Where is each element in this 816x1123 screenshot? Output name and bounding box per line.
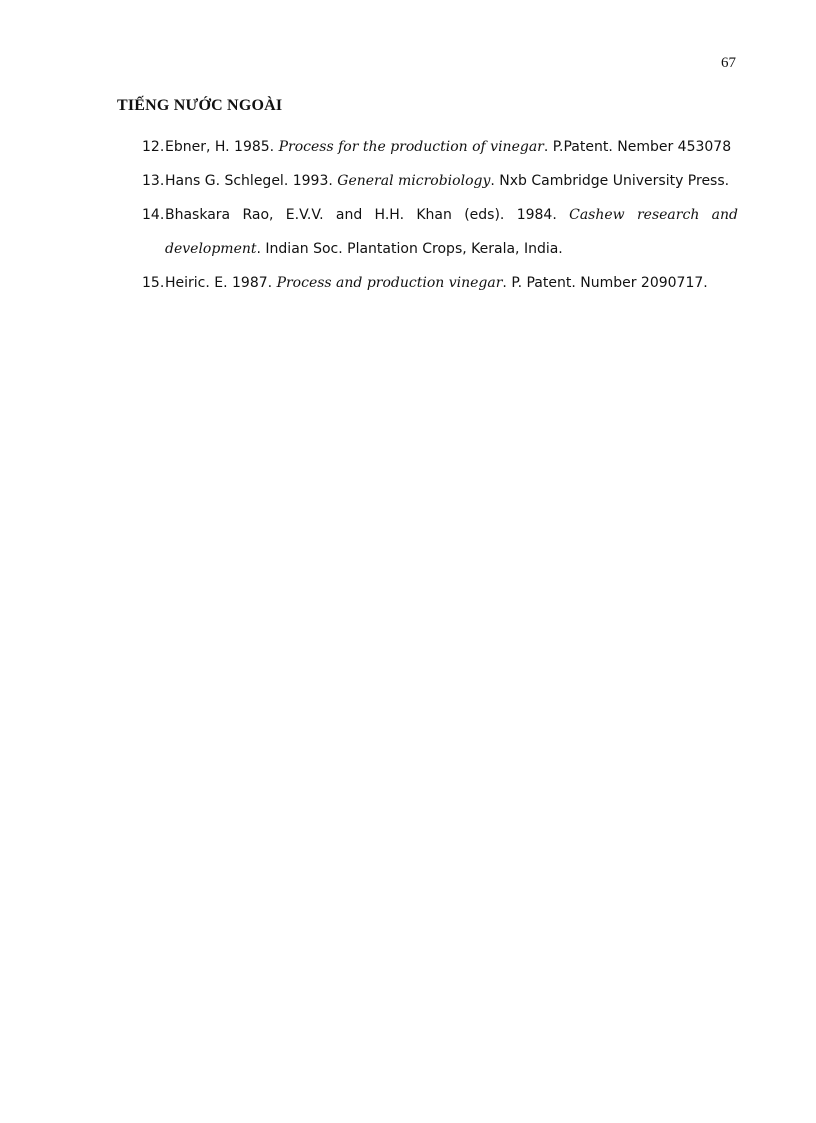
reference-number: 14. <box>142 207 165 223</box>
reference-details: . Nxb Cambridge University Press. <box>490 173 730 189</box>
reference-number: 12. <box>142 139 165 155</box>
reference-details: . Indian Soc. Plantation Crops, Kerala, India. <box>256 241 563 257</box>
reference-text <box>165 164 738 198</box>
section-heading: TIẾNG NƯỚC NGOÀI <box>117 97 283 114</box>
reference-text <box>165 266 738 300</box>
reference-author-year: Heiric. E. 1987. <box>165 275 277 291</box>
reference-list <box>142 130 738 300</box>
reference-item <box>142 198 738 266</box>
reference-item <box>142 130 738 164</box>
reference-details: . P.Patent. Nember 453078 <box>543 139 732 155</box>
reference-details: . P. Patent. Number 2090717. <box>502 275 708 291</box>
reference-number: 15. <box>142 275 165 291</box>
reference-title: General microbiology <box>337 173 491 189</box>
reference-item <box>142 164 738 198</box>
reference-text <box>165 130 738 164</box>
reference-text <box>165 198 738 266</box>
reference-title: Process for the production of vinegar <box>278 139 544 155</box>
page-number: 67 <box>721 55 736 71</box>
reference-title: Cashew research and development <box>165 207 738 257</box>
reference-number: 13. <box>142 173 165 189</box>
reference-author-year: Hans G. Schlegel. 1993. <box>165 173 338 189</box>
reference-author-year: Ebner, H. 1985. <box>165 139 279 155</box>
reference-author-year: Bhaskara Rao, E.V.V. and H.H. Khan (eds). 1984. <box>165 207 570 223</box>
reference-title: Process and production vinegar <box>276 275 503 291</box>
reference-item <box>142 266 738 300</box>
